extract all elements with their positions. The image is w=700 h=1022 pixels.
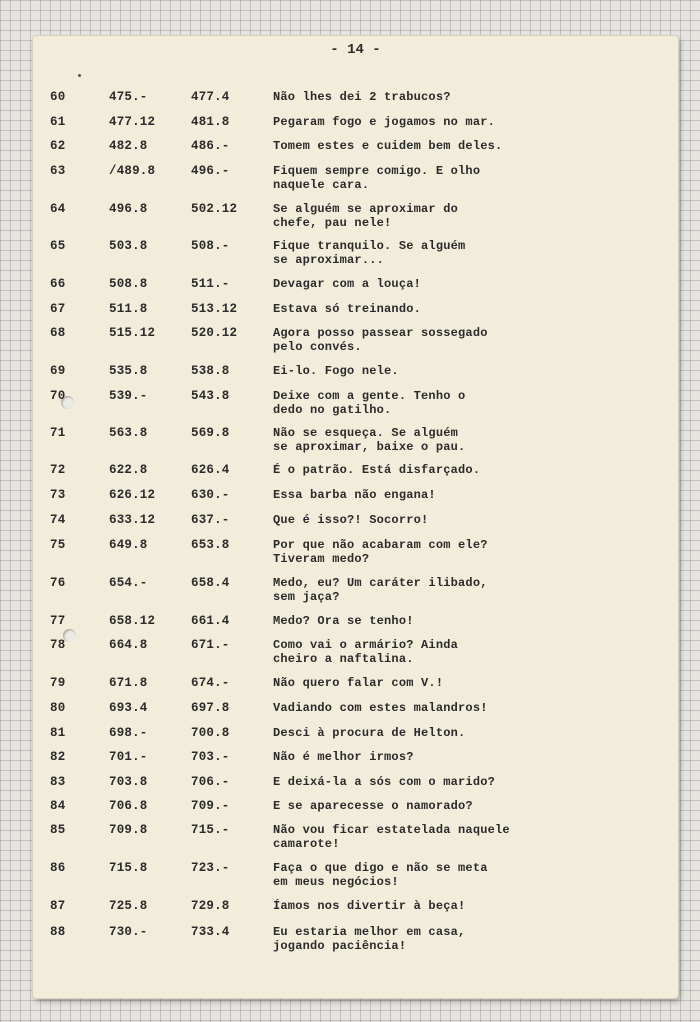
- time-out: 511.-: [191, 277, 230, 291]
- time-out: 661.4: [191, 614, 230, 628]
- time-in: 658.12: [109, 614, 156, 628]
- time-out: 513.12: [191, 302, 238, 316]
- subtitle-number: 66: [50, 277, 66, 291]
- time-in: 535.8: [109, 364, 148, 378]
- subtitle-number: 84: [50, 799, 66, 813]
- time-out: 481.8: [191, 115, 230, 129]
- subtitle-text: Deixe com a gente. Tenho o dedo no gatilho.: [273, 389, 466, 417]
- subtitle-text: Faça o que digo e não se meta em meus negócios!: [273, 861, 488, 889]
- subtitle-number: 74: [50, 513, 66, 527]
- subtitle-number: 77: [50, 614, 66, 628]
- time-in: 511.8: [109, 302, 148, 316]
- subtitle-text: Íamos nos divertir à beça!: [273, 899, 466, 913]
- time-in: 706.8: [109, 799, 148, 813]
- subtitle-number: 88: [50, 925, 66, 939]
- subtitle-text: Eu estaria melhor em casa, jogando paciência!: [273, 925, 466, 953]
- subtitle-text: Se alguém se aproximar do chefe, pau nele!: [273, 202, 459, 230]
- subtitle-text: Fique tranquilo. Se alguém se aproximar...: [273, 239, 466, 267]
- subtitle-number: 62: [50, 139, 66, 153]
- ink-dot: [78, 74, 81, 77]
- subtitle-number: 60: [50, 90, 66, 104]
- time-out: 706.-: [191, 775, 230, 789]
- subtitle-number: 82: [50, 750, 66, 764]
- subtitle-number: 64: [50, 202, 66, 216]
- subtitle-number: 80: [50, 701, 66, 715]
- time-out: 486.-: [191, 139, 230, 153]
- subtitle-number: 76: [50, 576, 66, 590]
- subtitle-number: 75: [50, 538, 66, 552]
- time-in: 539.-: [109, 389, 148, 403]
- time-in: 482.8: [109, 139, 148, 153]
- time-in: 475.-: [109, 90, 148, 104]
- time-in: 725.8: [109, 899, 148, 913]
- subtitle-text: Não se esqueça. Se alguém se aproximar, baixe o pau.: [273, 426, 466, 454]
- time-in: 701.-: [109, 750, 148, 764]
- time-in: /489.8: [109, 164, 156, 178]
- time-out: 729.8: [191, 899, 230, 913]
- time-in: 563.8: [109, 426, 148, 440]
- subtitle-text: Por que não acabaram com ele? Tiveram medo?: [273, 538, 488, 566]
- time-out: 477.4: [191, 90, 230, 104]
- time-in: 622.8: [109, 463, 148, 477]
- time-out: 569.8: [191, 426, 230, 440]
- time-out: 538.8: [191, 364, 230, 378]
- time-in: 508.8: [109, 277, 148, 291]
- subtitle-number: 79: [50, 676, 66, 690]
- subtitle-text: Não vou ficar estatelada naquele camarote!: [273, 823, 510, 851]
- time-out: 653.8: [191, 538, 230, 552]
- time-in: 503.8: [109, 239, 148, 253]
- subtitle-text: Agora posso passear sossegado pelo convés.: [273, 326, 488, 354]
- subtitle-text: É o patrão. Está disfarçado.: [273, 463, 481, 477]
- subtitle-text: Não quero falar com V.!: [273, 676, 444, 690]
- time-in: 626.12: [109, 488, 156, 502]
- subtitle-number: 73: [50, 488, 66, 502]
- subtitle-text: Estava só treinando.: [273, 302, 422, 316]
- subtitle-number: 65: [50, 239, 66, 253]
- time-out: 637.-: [191, 513, 230, 527]
- subtitle-text: Medo, eu? Um caráter ilibado, sem jaça?: [273, 576, 488, 604]
- time-in: 515.12: [109, 326, 156, 340]
- subtitle-number: 85: [50, 823, 66, 837]
- subtitle-text: Não é melhor irmos?: [273, 750, 414, 764]
- time-out: 700.8: [191, 726, 230, 740]
- subtitle-text: Fiquem sempre comigo. E olho naquele cara.: [273, 164, 481, 192]
- subtitle-text: Como vai o armário? Ainda cheiro a naftalina.: [273, 638, 459, 666]
- time-in: 633.12: [109, 513, 156, 527]
- time-out: 733.4: [191, 925, 230, 939]
- time-in: 715.8: [109, 861, 148, 875]
- subtitle-number: 61: [50, 115, 66, 129]
- subtitle-text: Devagar com a louça!: [273, 277, 422, 291]
- subtitle-text: Que é isso?! Socorro!: [273, 513, 429, 527]
- subtitle-text: Medo? Ora se tenho!: [273, 614, 414, 628]
- time-in: 693.4: [109, 701, 148, 715]
- time-out: 520.12: [191, 326, 238, 340]
- subtitle-text: Desci à procura de Helton.: [273, 726, 466, 740]
- subtitle-text: Vadiando com estes malandros!: [273, 701, 488, 715]
- typed-page: [33, 36, 678, 998]
- subtitle-number: 67: [50, 302, 66, 316]
- subtitle-number: 69: [50, 364, 66, 378]
- subtitle-number: 87: [50, 899, 66, 913]
- time-in: 654.-: [109, 576, 148, 590]
- time-out: 543.8: [191, 389, 230, 403]
- time-out: 658.4: [191, 576, 230, 590]
- time-in: 698.-: [109, 726, 148, 740]
- time-out: 671.-: [191, 638, 230, 652]
- page-number: - 14 -: [330, 42, 381, 58]
- subtitle-text: Ei-lo. Fogo nele.: [273, 364, 399, 378]
- subtitle-number: 68: [50, 326, 66, 340]
- subtitle-text: Tomem estes e cuidem bem deles.: [273, 139, 503, 153]
- time-out: 630.-: [191, 488, 230, 502]
- time-in: 730.-: [109, 925, 148, 939]
- time-in: 496.8: [109, 202, 148, 216]
- time-out: 508.-: [191, 239, 230, 253]
- time-out: 626.4: [191, 463, 230, 477]
- time-out: 723.-: [191, 861, 230, 875]
- time-out: 502.12: [191, 202, 238, 216]
- subtitle-text: E se aparecesse o namorado?: [273, 799, 473, 813]
- subtitle-number: 83: [50, 775, 66, 789]
- subtitle-number: 78: [50, 638, 66, 652]
- subtitle-number: 81: [50, 726, 66, 740]
- time-out: 496.-: [191, 164, 230, 178]
- time-out: 709.-: [191, 799, 230, 813]
- subtitle-text: Essa barba não engana!: [273, 488, 436, 502]
- time-in: 671.8: [109, 676, 148, 690]
- subtitle-number: 72: [50, 463, 66, 477]
- time-out: 697.8: [191, 701, 230, 715]
- subtitle-number: 63: [50, 164, 66, 178]
- time-in: 664.8: [109, 638, 148, 652]
- subtitle-text: E deixá-la a sós com o marido?: [273, 775, 496, 789]
- time-out: 674.-: [191, 676, 230, 690]
- subtitle-number: 86: [50, 861, 66, 875]
- subtitle-text: Pegaram fogo e jogamos no mar.: [273, 115, 496, 129]
- subtitle-text: Não lhes dei 2 trabucos?: [273, 90, 451, 104]
- subtitle-number: 70: [50, 389, 66, 403]
- time-in: 709.8: [109, 823, 148, 837]
- time-out: 715.-: [191, 823, 230, 837]
- subtitle-number: 71: [50, 426, 66, 440]
- time-in: 703.8: [109, 775, 148, 789]
- time-out: 703.-: [191, 750, 230, 764]
- time-in: 477.12: [109, 115, 156, 129]
- time-in: 649.8: [109, 538, 148, 552]
